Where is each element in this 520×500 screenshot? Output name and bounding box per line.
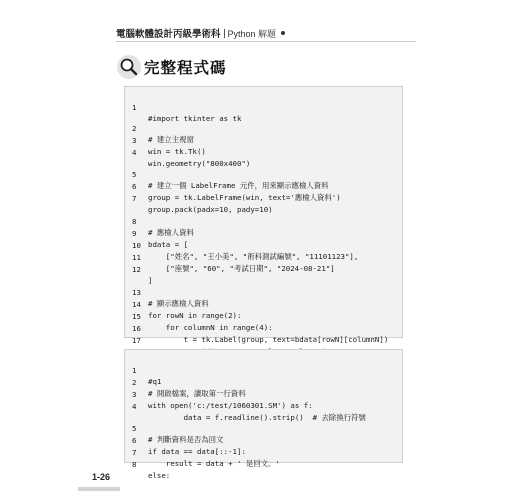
line-number: 5 [132, 424, 137, 433]
code-text: # 開啟檔案，讀取第一行資料 [148, 389, 246, 398]
code-text: with open('c:/test/1060301.SM') as f: [148, 401, 313, 410]
line-number: 3 [132, 136, 137, 145]
line-number: 17 [132, 336, 141, 345]
line-number: 3 [132, 390, 137, 399]
page-number: 1-26 [92, 472, 111, 482]
code-text: # 顯示應檢人資料 [148, 299, 209, 308]
code-line [125, 91, 402, 123]
line-number: 4 [132, 148, 137, 157]
line-number: 14 [132, 300, 141, 309]
line-number: 2 [132, 378, 137, 387]
code-text: ] [148, 276, 153, 285]
code-line [125, 205, 402, 237]
code-text: # 建立主視窗 [148, 135, 194, 144]
line-number: 1 [132, 366, 137, 375]
code-line [125, 412, 402, 444]
line-number: 4 [132, 402, 137, 411]
line-number: 15 [132, 312, 141, 321]
section-title: 完整程式碼 [144, 58, 227, 77]
bullet-icon [281, 31, 285, 35]
code-text: # 建立一個 LabelFrame 元件，用來顯示應檢人資料 [148, 181, 329, 190]
line-number: 5 [132, 170, 137, 179]
code-text: ["姓名", "王小美", "術科測試編號", "11101123"], [148, 252, 359, 261]
code-text: data = f.readline().strip() # 去除換行符號 [148, 413, 366, 422]
line-number: 8 [132, 460, 137, 469]
code-line [125, 354, 402, 386]
code-line [125, 158, 402, 190]
code-block-2 [124, 349, 403, 480]
line-number: 11 [132, 253, 141, 262]
line-number: 7 [132, 448, 137, 457]
code-line [125, 112, 402, 144]
code-text: win = tk.Tk() [148, 147, 206, 156]
header-rule [116, 41, 416, 42]
code-text: for rowN in range(2): [148, 311, 242, 320]
code-text: if data == data[::-1]: [148, 447, 246, 456]
line-number: 9 [132, 229, 137, 238]
line-number: 6 [132, 436, 137, 445]
line-number: 2 [132, 124, 137, 133]
line-number: 6 [132, 182, 137, 191]
line-number: 10 [132, 241, 141, 250]
code-text: result = data + ' 是回文。' [148, 459, 280, 468]
line-number: 13 [132, 288, 141, 297]
code-text: else: [148, 471, 171, 480]
code-text: #q1 [148, 377, 162, 386]
code-text: group.pack(padx=10, pady=10) [148, 205, 273, 214]
code-text: #import tkinter as tk [148, 114, 242, 123]
line-number: 7 [132, 194, 137, 203]
line-number: 16 [132, 324, 141, 333]
magnifier-icon [116, 54, 142, 80]
code-text: ["座號", "60", "考試日期", "2024-08-21"] [148, 264, 335, 273]
footer-bar [78, 487, 120, 491]
code-text: for columnN in range(4): [148, 323, 273, 332]
code-text: # 判斷資料是否為回文 [148, 435, 224, 444]
book-title: 電腦軟體設計丙級學術科 [116, 29, 221, 40]
line-number: 12 [132, 265, 141, 274]
code-text: t = tk.Label(group, text=bdata[rowN][columnN]) [148, 335, 389, 344]
chapter-label: Python 解題 [227, 28, 277, 39]
code-block-1 [124, 86, 403, 345]
line-number: 1 [132, 103, 137, 112]
line-number: 8 [132, 217, 137, 226]
code-text: win.geometry("800x400") [148, 159, 251, 168]
running-header [116, 26, 416, 40]
code-text: bdata = [ [148, 240, 189, 249]
section-heading [116, 54, 316, 80]
code-text: # 應檢人資料 [148, 228, 194, 237]
code-text: group = tk.LabelFrame(win, text='應檢人資料') [148, 193, 341, 202]
header-divider [224, 29, 225, 38]
